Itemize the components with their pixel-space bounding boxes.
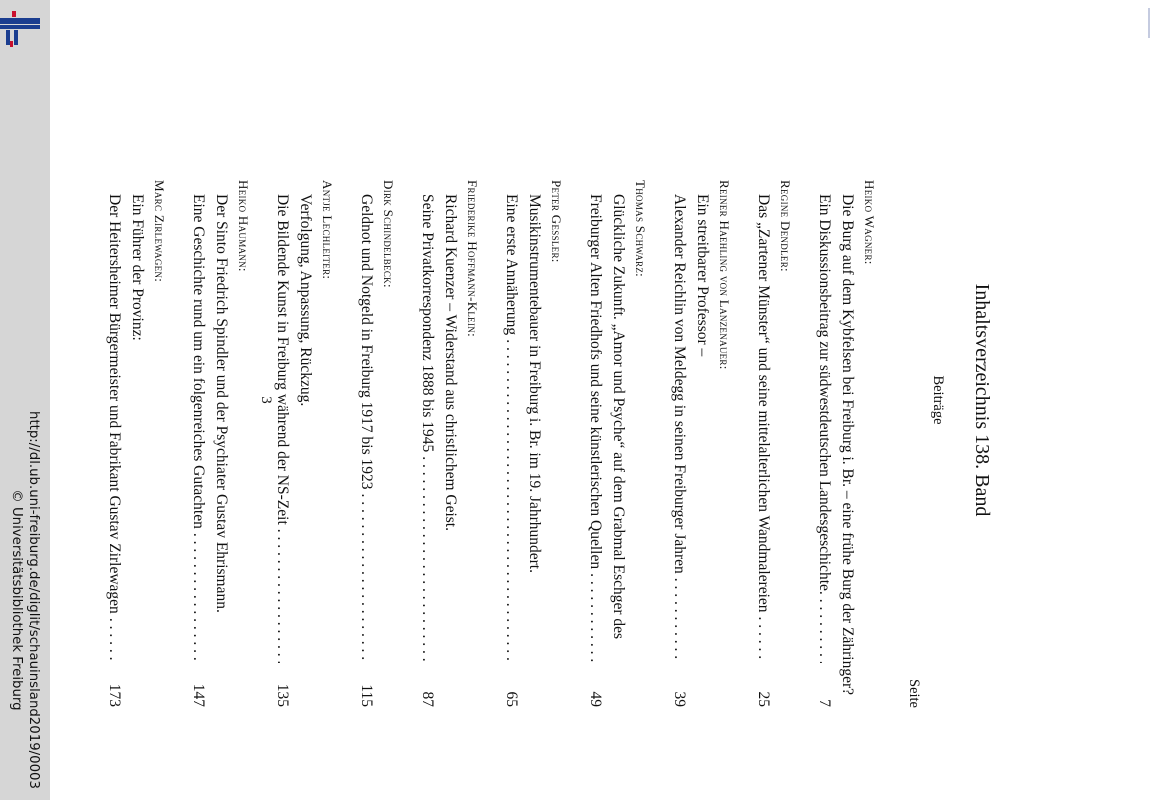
toc-entry bbox=[500, 180, 567, 707]
entry-title: Ein streitbarer Professor – bbox=[694, 194, 711, 357]
entry-title: Richard Kuenzer – Widerstand aus christlichem Geist. bbox=[442, 194, 459, 531]
entry-author: Thomas Schwarz: bbox=[633, 180, 648, 278]
dot-leader bbox=[355, 494, 378, 664]
dot-leader bbox=[103, 618, 126, 663]
entry-author: Reiner Haehling von Lanzenauer: bbox=[717, 180, 732, 370]
entry-page-number: 49 bbox=[587, 691, 604, 707]
entry-title: Ein Diskussionsbeitrag zur südwestdeutschen Landesgeschichte. bbox=[816, 194, 833, 595]
dot-leader bbox=[668, 578, 691, 663]
entry-title-line bbox=[668, 180, 691, 707]
entry-title: Das „Zartener Münster“ und seine mittelalterlichen Wandmalereien bbox=[755, 194, 772, 613]
document-page bbox=[60, 0, 1159, 800]
entry-title-line bbox=[355, 180, 378, 707]
entry-title-line bbox=[187, 180, 210, 707]
entry-page-number: 39 bbox=[671, 691, 688, 707]
entry-title: Eine erste Annäherung bbox=[503, 194, 520, 336]
dot-leader bbox=[271, 529, 294, 663]
entry-title-line bbox=[836, 180, 859, 707]
dot-leader bbox=[584, 573, 607, 663]
toc-entry bbox=[752, 180, 796, 707]
dot-leader bbox=[500, 339, 523, 663]
entry-title: Der Sinto Friedrich Spindler und der Psychiater Gustav Ehrismann. bbox=[213, 194, 230, 613]
entry-author: Heiko Wagner: bbox=[862, 180, 877, 265]
toc-entry bbox=[416, 180, 483, 707]
toc-entry bbox=[584, 180, 651, 707]
entry-title-line bbox=[584, 180, 607, 707]
dot-leader bbox=[416, 456, 439, 663]
entry-title: Der Heitersheimer Bürgermeister und Fabrikant Gustav Zirlewagen bbox=[106, 194, 123, 614]
page-number: 3 bbox=[258, 396, 274, 404]
entry-title: Ein Führer der Provinz: bbox=[129, 194, 146, 341]
toc-entry bbox=[355, 180, 399, 707]
entry-title-line bbox=[813, 180, 836, 707]
entry-page-number: 87 bbox=[419, 691, 436, 707]
entry-title-line bbox=[439, 180, 462, 707]
scan-edge-mark-icon bbox=[1147, 8, 1153, 38]
entry-author: Friederike Hoffmann-Klein: bbox=[465, 180, 480, 337]
dot-leader bbox=[187, 533, 210, 663]
toc-entry bbox=[271, 180, 338, 707]
entry-title: Eine Geschichte rund um ein folgenreiches Gutachten bbox=[190, 194, 207, 529]
entry-author: Regine Dendler: bbox=[778, 180, 793, 272]
entry-title: Seine Privatkorrespondenz 1888 bis 1945 bbox=[419, 194, 436, 453]
toc-entry bbox=[187, 180, 254, 707]
entry-title: Die Burg auf dem Kybfelsen bei Freiburg i. Br. – eine frühe Burg der Zähringer? bbox=[839, 194, 856, 696]
entry-title-line bbox=[210, 180, 233, 707]
entry-author: Dirk Schindelbeck: bbox=[381, 180, 396, 288]
entry-title-line bbox=[103, 180, 126, 707]
table-of-contents bbox=[106, 10, 1030, 790]
entry-title-line bbox=[294, 180, 317, 707]
ub-freiburg-logo-icon[interactable] bbox=[0, 6, 44, 50]
toc-entries bbox=[86, 180, 880, 707]
entry-title-line bbox=[752, 180, 775, 707]
entry-page-number: 7 bbox=[816, 699, 833, 707]
entry-title: Geldnot und Notgeld in Freiburg 1917 bis 1923 bbox=[358, 194, 375, 490]
viewer-sidebar bbox=[0, 0, 50, 800]
entry-title-line bbox=[416, 180, 439, 707]
entry-page-number: 173 bbox=[106, 683, 123, 707]
entry-page-number: 25 bbox=[755, 691, 772, 707]
entry-title-line bbox=[607, 180, 630, 707]
entry-title: Freiburger Alten Friedhofs und seine künstlerischen Quellen bbox=[587, 194, 604, 570]
section-heading: Beiträge bbox=[930, 375, 946, 425]
page-column-label: Seite bbox=[906, 679, 922, 708]
entry-title: Glückliche Zukunft. „Amor und Psyche“ auf dem Grabmal Eschger des bbox=[610, 194, 627, 640]
toc-entry bbox=[103, 180, 170, 707]
entry-title: Alexander Reichlin von Meldegg in seinen Freiburger Jahren bbox=[671, 194, 688, 574]
dot-leader bbox=[813, 599, 836, 663]
source-info bbox=[8, 411, 42, 789]
entry-title: Musikinstrumentebauer in Freiburg i. Br. im 19. Jahrhundert. bbox=[526, 194, 543, 573]
entry-page-number: 135 bbox=[274, 683, 291, 707]
entry-title: Verfolgung, Anpassung, Rückzug. bbox=[297, 194, 314, 407]
entry-page-number: 65 bbox=[503, 691, 520, 707]
entry-title-line bbox=[126, 180, 149, 707]
toc-entry bbox=[668, 180, 735, 707]
entry-author: Antje Lechleiter: bbox=[320, 180, 335, 280]
entry-title-line bbox=[691, 180, 714, 707]
entry-author: Peter Gessler: bbox=[549, 180, 564, 263]
entry-title-line bbox=[523, 180, 546, 707]
page-title: Inhaltsverzeichnis 138. Band bbox=[971, 283, 993, 517]
entry-title-line bbox=[271, 180, 294, 707]
toc-entry bbox=[813, 180, 880, 707]
entry-page-number: 115 bbox=[358, 684, 375, 707]
dot-leader bbox=[752, 617, 775, 663]
entry-title-line bbox=[500, 180, 523, 707]
copyright-notice: © Universitätsbibliothek Freiburg bbox=[9, 489, 24, 711]
entry-author: Heiko Haumann: bbox=[236, 180, 251, 272]
entry-page-number: 147 bbox=[190, 683, 207, 707]
entry-title: Die Bildende Kunst in Freiburg während der NS-Zeit bbox=[274, 194, 291, 525]
entry-author: Marc Zirlewagen: bbox=[152, 180, 167, 283]
source-url[interactable]: http://dl.ub.uni-freiburg.de/diglit/schauinsland2019/0003 bbox=[26, 411, 41, 789]
